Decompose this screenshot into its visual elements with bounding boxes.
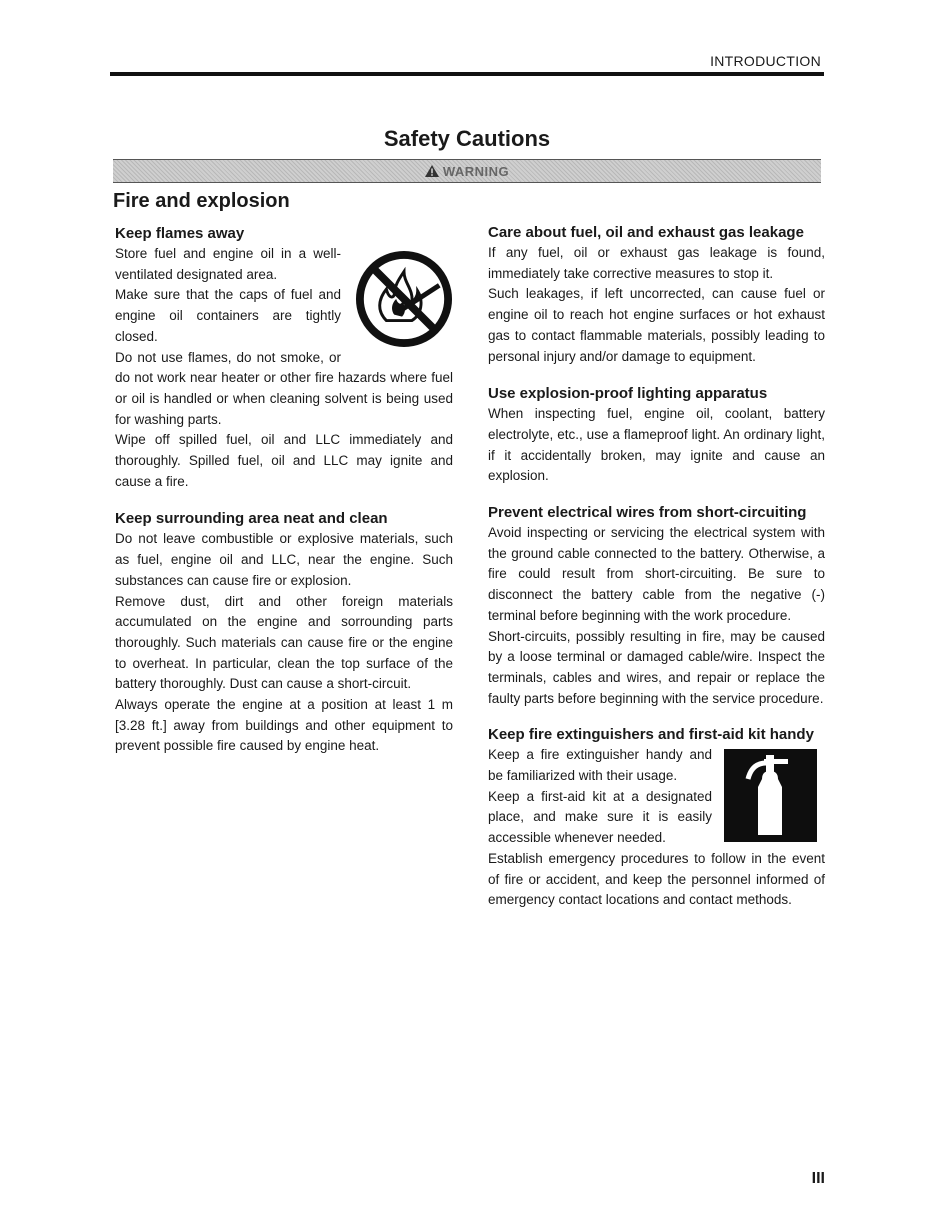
paragraph: Do not use flames, do not smoke, or do not work near heater or other fire hazards where fuel or oil is handled or when cleaning solvent is being used for washing parts. — [115, 349, 453, 427]
section-heading: Use explosion-proof lighting apparatus — [488, 385, 768, 403]
page-number: III — [811, 1170, 825, 1187]
paragraph: Keep a first-aid kit at a designated place, and make sure it is easily accessible whenever needed. — [488, 788, 712, 846]
right-column — [488, 222, 825, 911]
warning-banner — [113, 159, 821, 183]
paragraph: Keep a fire extinguisher handy and be familiarized with their usage. — [488, 747, 712, 784]
fire-extinguisher-icon — [724, 749, 817, 842]
paragraph: Do not leave combustible or explosive materials, such as fuel, engine oil and LLC, near the engine. Such substances can cause fire or explosion. — [115, 531, 453, 588]
warning-triangle-icon — [425, 165, 439, 177]
paragraph: Wipe off spilled fuel, oil and LLC immediately and thoroughly. Spilled fuel, oil and LLC may ignite and cause a fire. — [115, 432, 453, 489]
section-heading: Prevent electrical wires from short-circuiting — [488, 504, 807, 522]
keep-flames-away-section — [115, 223, 453, 492]
running-header: INTRODUCTION — [710, 53, 821, 69]
paragraph: Always operate the engine at a position at least 1 m [3.28 ft.] away from buildings and other equipment to prevent possible fire caused by engine heat. — [115, 697, 453, 754]
lighting-section — [488, 383, 825, 487]
leakage-section — [488, 222, 825, 367]
paragraph: When inspecting fuel, engine oil, coolant, battery electrolyte, etc., use a flameproof light. An ordinary light, if it accidentally broken, may ignite and cause an explosion. — [488, 406, 825, 484]
paragraph: Store fuel and engine oil in a well-ventilated designated area. — [115, 246, 341, 282]
section-heading: Care about fuel, oil and exhaust gas leakage — [488, 224, 804, 241]
left-column — [115, 223, 453, 757]
header-rule — [110, 72, 824, 76]
warning-label: WARNING — [442, 163, 510, 179]
section-heading: Keep surrounding area neat and clean — [115, 510, 388, 528]
paragraph: If any fuel, oil or exhaust gas leakage is found, immediately take corrective measures to stop it. — [488, 245, 825, 281]
section-heading: Keep flames away — [115, 225, 245, 242]
paragraph: Avoid inspecting or servicing the electrical system with the ground cable connected to the battery. Otherwise, a fire could result from short-circuiting. Be sure to disconnect the battery cable from the negative (-) terminal before beginning with the work procedure. — [488, 525, 825, 623]
paragraph: Short-circuits, possibly resulting in fire, may be caused by a loose terminal or damaged cable/wire. Inspect the terminals, cables and wires, and repair or replace the faulty parts before beginning with the service procedure. — [488, 628, 825, 706]
no-open-flame-icon — [355, 250, 453, 348]
paragraph: Such leakages, if left uncorrected, can cause fuel or engine oil to reach hot engine surfaces or hot exhaust gas to contact flammable materials, possibly leading to personal injury and/or damage to equipment. — [488, 286, 825, 364]
extinguisher-section — [488, 724, 825, 911]
paragraph: Remove dust, dirt and other foreign materials accumulated on the engine and sorrounding parts thoroughly. Such materials can cause fire or the engine to overheat. In particular, clean the top surface of the battery thoroughly. Dust can cause a short-circuit. — [115, 593, 453, 692]
keep-area-clean-section — [115, 508, 453, 757]
paragraph: Make sure that the caps of fuel and engine oil containers are tightly closed. — [115, 287, 341, 344]
section-heading: Keep fire extinguishers and first-aid kit handy — [488, 726, 814, 744]
section-title: Fire and explosion — [113, 190, 290, 212]
page-title: Safety Cautions — [383, 126, 551, 151]
paragraph: Establish emergency procedures to follow in the event of fire or accident, and keep the personnel informed of emergency contact locations and contact methods. — [488, 850, 825, 908]
short-circuit-section — [488, 502, 825, 709]
